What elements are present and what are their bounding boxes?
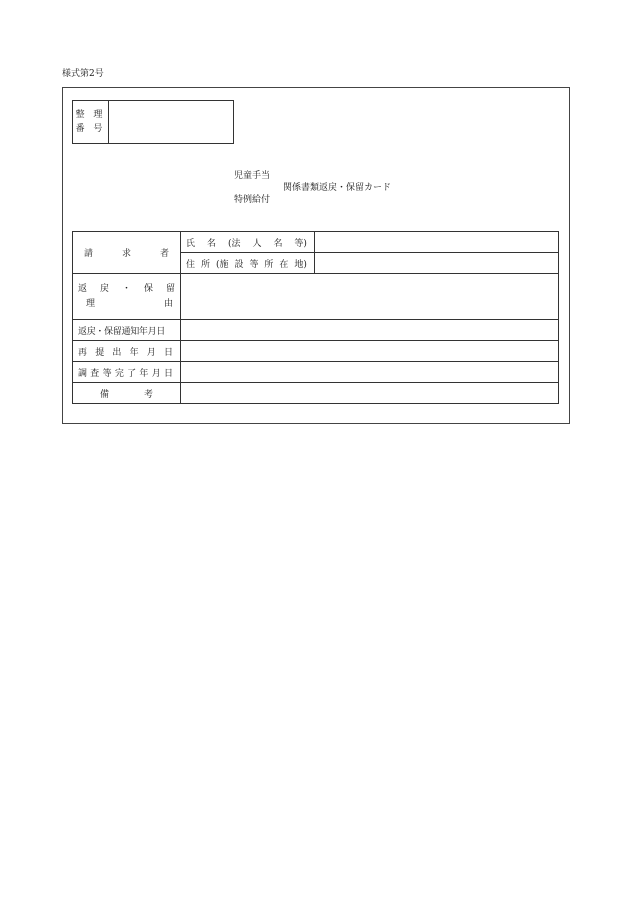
resubmit-date-label [73,341,181,362]
seiri-label-line1: 整 理 [75,110,106,120]
label-char: 再 [78,347,88,358]
card-table [72,231,559,404]
notice-date-label [73,320,181,341]
label-char: 人 [252,238,262,249]
label-char: 月 [146,347,156,358]
label-char: 所 [264,259,274,270]
notice-date-value-cell[interactable] [181,320,559,341]
table-row [73,232,559,253]
label-char: 日 [163,368,173,379]
label-char: 出 [112,347,122,358]
label-char: 戻 [99,283,109,294]
label-char: 地) [294,259,307,270]
label-char: 求 [121,249,131,259]
label-char: 等 [102,368,112,379]
claimant-label [73,232,181,274]
table-row [73,362,559,383]
label-char: 備 [100,389,110,400]
table-row [73,320,559,341]
label-char: 了 [127,368,137,379]
label-char: 請 [84,249,94,259]
resubmit-date-value-cell[interactable] [181,341,559,362]
label-char: 完 [114,368,124,379]
label-char: 名 [273,238,283,249]
label-char: 所 [200,259,210,270]
label-char: 年 [129,347,139,358]
label-char: 査 [90,368,100,379]
label-char: 考 [143,389,153,400]
title-line1: 児童手当 [234,171,271,181]
label-char: 調 [78,368,88,379]
label-char: 住 [186,259,196,270]
label-char: 月 [151,368,161,379]
remarks-value-cell[interactable] [181,383,559,404]
label-char: 理 [86,298,96,309]
seiri-label-line2: 番 号 [75,124,106,134]
label-char: 留 [165,283,175,294]
table-row [73,341,559,362]
reason-label [73,274,181,320]
survey-date-value-cell[interactable] [181,362,559,383]
label-char: (法 [227,238,241,249]
remarks-label [73,383,181,404]
name-label [181,232,315,253]
label-char: 氏 [186,238,196,249]
label-char: 提 [95,347,105,358]
name-value-cell[interactable] [315,232,559,253]
label-char: 日 [163,347,173,358]
survey-date-label [73,362,181,383]
label-char: 返 [78,283,88,294]
label-char: 等 [249,259,259,270]
seiri-number-box [72,100,234,144]
reason-value-cell[interactable] [181,274,559,320]
form-number: 様式第2号 [62,69,104,79]
label-char: 在 [279,259,289,270]
address-value-cell[interactable] [315,253,559,274]
label-char: 保 [143,283,153,294]
label-char: 年 [139,368,149,379]
seiri-number-label [73,101,109,143]
notice-date-label-text: 返戻・保留通知年月日 [78,326,166,337]
title-line3: 特例給付 [234,195,271,205]
label-char: 由 [163,298,173,309]
label-char: (施 [215,259,229,270]
label-char: 者 [159,249,169,259]
title-line2: 関係書類返戻・保留カード [283,183,392,193]
table-row [73,383,559,404]
label-char: 設 [234,259,244,270]
label-char: ・ [121,283,131,294]
label-char: 等) [294,238,307,249]
label-char: 名 [206,238,216,249]
table-row [73,274,559,320]
address-label [181,253,315,274]
